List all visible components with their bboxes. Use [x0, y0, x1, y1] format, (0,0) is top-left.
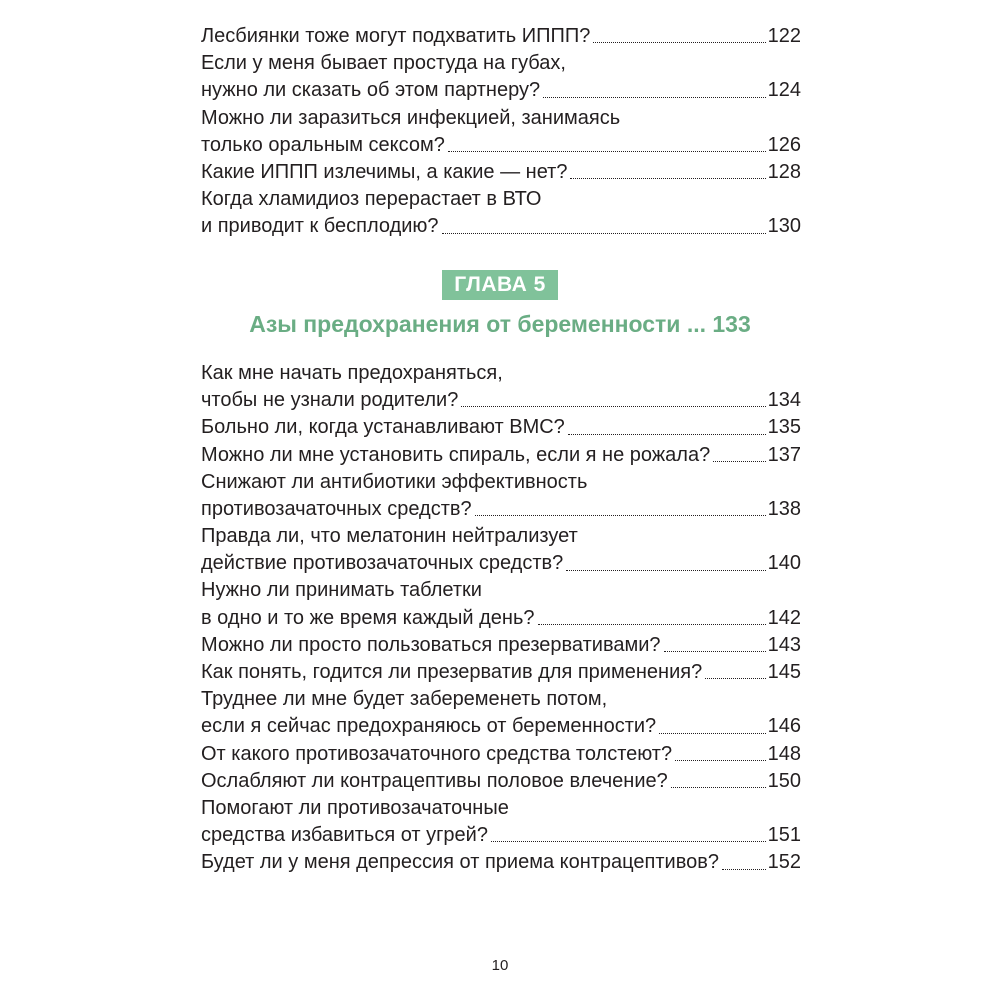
toc-entry [201, 159, 801, 186]
toc-entry-line [201, 849, 801, 876]
toc-page-number: 143 [767, 633, 801, 656]
toc-entry [201, 768, 801, 795]
toc-entry-text: средства избавиться от угрей? [201, 824, 488, 847]
toc-page-number: 135 [767, 416, 801, 439]
toc-entry [201, 659, 801, 686]
toc-page-number: 146 [767, 715, 801, 738]
page-number: 10 [491, 957, 509, 974]
toc-entry-line [201, 414, 801, 441]
chapter-title: Азы предохранения от беременности ... 133 [249, 311, 751, 337]
toc-entry-line [201, 23, 801, 50]
toc-entry-text: Больно ли, когда устанавливают ВМС? [201, 416, 565, 439]
toc-entry-line [201, 523, 801, 550]
toc-entry-line [201, 186, 801, 213]
dot-leader [491, 841, 766, 842]
toc-entry [201, 186, 801, 240]
toc-entry-line [201, 768, 801, 795]
toc-entry-text: Будет ли у меня депрессия от приема контрацептивов? [201, 851, 719, 874]
dot-leader [461, 406, 765, 407]
toc-entry-text: Как понять, годится ли презерватив для применения? [201, 661, 703, 684]
dot-leader [568, 434, 766, 435]
toc-entry [201, 795, 801, 849]
toc-entry-text: Когда хламидиоз перерастает в ВТО [201, 188, 542, 211]
toc-entry-text: Снижают ли антибиотики эффективность [201, 470, 588, 493]
toc-entry-text: От какого противозачаточного средства толстеют? [201, 742, 673, 765]
toc-entry-text: действие противозачаточных средств? [201, 552, 564, 575]
dot-leader [538, 624, 766, 625]
dot-leader [705, 678, 765, 679]
dot-leader [475, 515, 766, 516]
toc-entry-text: Помогают ли противозачаточные [201, 796, 509, 819]
toc-page-number: 138 [767, 497, 801, 520]
toc-entry [201, 105, 801, 159]
dot-leader [675, 760, 766, 761]
toc-entry-text: и приводит к бесплодию? [201, 215, 439, 238]
toc-entry-text: Ослабляют ли контрацептивы половое влечение? [201, 769, 668, 792]
toc-entry-line [201, 159, 801, 186]
dot-leader [713, 461, 765, 462]
chapter-heading [0, 270, 1000, 339]
toc-entry-line [201, 442, 801, 469]
toc-entry-line [201, 469, 801, 496]
toc-page-number: 142 [767, 606, 801, 629]
toc-entry-line [201, 578, 801, 605]
toc-entry [201, 360, 801, 414]
toc-entry-text: Правда ли, что мелатонин нейтрализует [201, 525, 578, 548]
toc-entry [201, 50, 801, 104]
toc-entry-text: Можно ли заразиться инфекцией, занимаясь [201, 106, 621, 129]
dot-leader [566, 570, 765, 571]
toc-entry-line [201, 659, 801, 686]
toc-entry [201, 414, 801, 441]
toc-page-number: 150 [767, 769, 801, 792]
toc-entry-line [201, 605, 801, 632]
toc-entry [201, 578, 801, 632]
toc-page-number: 128 [767, 160, 801, 183]
toc-entry [201, 523, 801, 577]
toc-entry-text: Можно ли просто пользоваться презервативами? [201, 633, 661, 656]
dot-leader [570, 178, 765, 179]
toc-entry-text: Нужно ли принимать таблетки [201, 579, 482, 602]
toc-entry-line [201, 550, 801, 577]
dot-leader [448, 151, 766, 152]
toc-page-number: 137 [767, 443, 801, 466]
toc-page-number: 140 [767, 552, 801, 575]
toc-page-number: 134 [767, 389, 801, 412]
toc-entry-line [201, 795, 801, 822]
toc-entry [201, 442, 801, 469]
toc-page-number: 152 [767, 851, 801, 874]
toc-entry-line [201, 496, 801, 523]
chapter-label-badge: ГЛАВА 5 [442, 270, 558, 300]
toc-entry [201, 23, 801, 50]
toc-entry-line [201, 77, 801, 104]
dot-leader [543, 97, 766, 98]
toc-entry-text: только оральным сексом? [201, 133, 445, 156]
toc-entry [201, 741, 801, 768]
toc-page-number: 122 [767, 24, 801, 47]
toc-page-number: 126 [767, 133, 801, 156]
toc-entry-text: если я сейчас предохраняюсь от беременности? [201, 715, 657, 738]
toc-page-number: 130 [767, 215, 801, 238]
toc-entry-line [201, 741, 801, 768]
toc-page-number: 145 [767, 661, 801, 684]
toc-entry-line [201, 360, 801, 387]
toc-entry-line [201, 686, 801, 713]
toc-entry-line [201, 632, 801, 659]
toc-entry-text: в одно и то же время каждый день? [201, 606, 535, 629]
toc-entry-text: Если у меня бывает простуда на губах, [201, 52, 566, 75]
toc-entry-line [201, 387, 801, 414]
toc-entry-text: Какие ИППП излечимы, а какие — нет? [201, 160, 568, 183]
dot-leader [664, 651, 766, 652]
toc-entry [201, 469, 801, 523]
toc-entry-line [201, 822, 801, 849]
dot-leader [671, 787, 766, 788]
dot-leader [442, 233, 766, 234]
toc-entry-text: нужно ли сказать об этом партнеру? [201, 79, 541, 102]
toc-entry [201, 849, 801, 876]
toc-entry-line [201, 713, 801, 740]
dot-leader [593, 42, 765, 43]
toc-entry-line [201, 132, 801, 159]
toc-entry-line [201, 105, 801, 132]
toc-entry-line [201, 213, 801, 240]
toc-list-bottom [201, 360, 801, 877]
toc-entry-text: противозачаточных средств? [201, 497, 472, 520]
toc-entry-text: Как мне начать предохраняться, [201, 361, 503, 384]
toc-entry-line [201, 50, 801, 77]
toc-entry [201, 686, 801, 740]
toc-entry-text: Труднее ли мне будет забеременеть потом, [201, 688, 608, 711]
toc-list-top [201, 23, 801, 241]
toc-entry-text: Можно ли мне установить спираль, если я не рожала? [201, 443, 711, 466]
toc-page-number: 148 [767, 742, 801, 765]
dot-leader [722, 869, 766, 870]
dot-leader [659, 733, 765, 734]
toc-page-number: 124 [767, 79, 801, 102]
toc-entry-text: чтобы не узнали родители? [201, 389, 459, 412]
toc-entry [201, 632, 801, 659]
toc-page-number: 151 [767, 824, 801, 847]
toc-entry-text: Лесбиянки тоже могут подхватить ИППП? [201, 24, 591, 47]
